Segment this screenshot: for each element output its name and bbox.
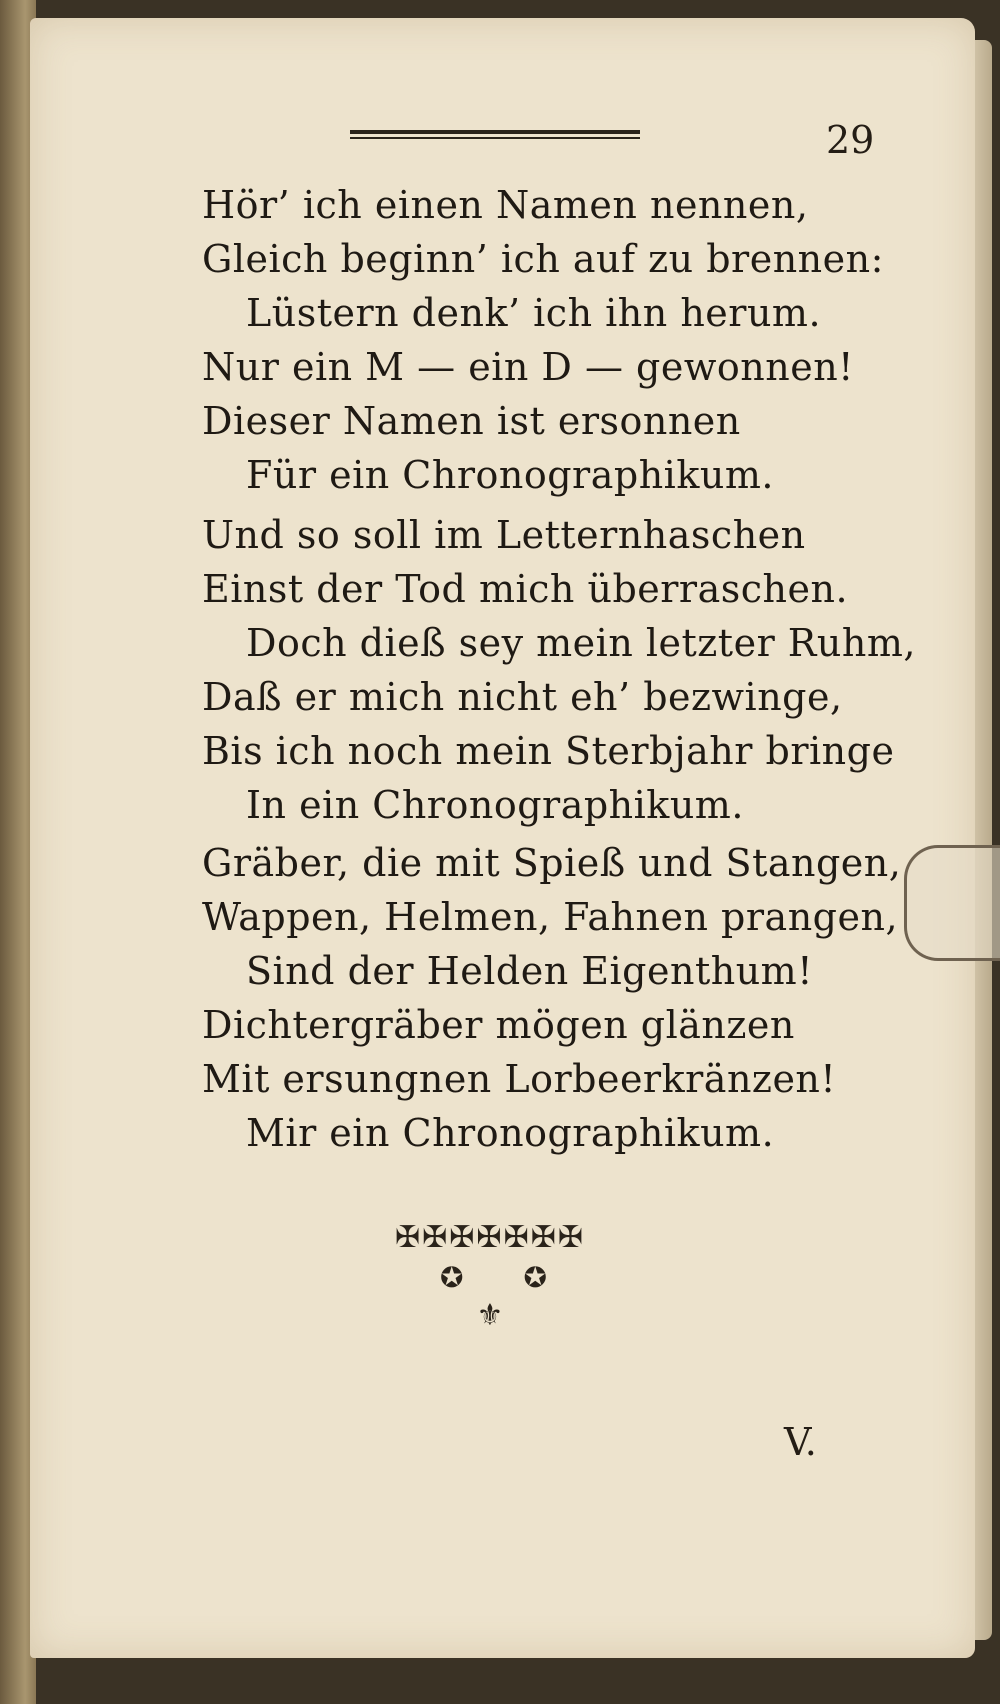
stanza-3 — [202, 836, 902, 1160]
catchword: V. — [784, 1420, 817, 1464]
verse-line: Wappen, Helmen, Fahnen prangen, — [202, 895, 899, 939]
verse-line: Mir ein Chronographikum. — [246, 1111, 775, 1155]
tailpiece-ornament — [380, 1220, 607, 1333]
stanza-2 — [202, 508, 916, 832]
stanza-1 — [202, 178, 884, 502]
verse-line: Daß er mich nicht eh’ bezwinge, — [202, 675, 843, 719]
verse-line: Mit ersungnen Lorbeerkränzen! — [202, 1057, 837, 1101]
verse-line: Lüstern denk’ ich ihn herum. — [246, 291, 822, 335]
verse-line: Und so soll im Letternhaschen — [202, 513, 806, 557]
ornament-circles-icon: ✪✪ — [440, 1261, 607, 1294]
verse-line: Bis ich noch mein Sterbjahr bringe — [202, 729, 895, 773]
verse-line: In ein Chronographikum. — [246, 783, 744, 827]
verse-line: Einst der Tod mich überraschen. — [202, 567, 849, 611]
page-clip — [904, 845, 1000, 961]
page-number: 29 — [826, 118, 875, 162]
verse-line: Nur ein M — ein D — gewonnen! — [202, 345, 854, 389]
header-rule — [350, 130, 640, 142]
ornament-row-icon: ✠✠✠✠✠✠✠ — [395, 1220, 585, 1255]
verse-line: Doch dieß sey mein letzter Ruhm, — [246, 621, 916, 665]
verse-line: Gleich beginn’ ich auf zu brennen: — [202, 237, 884, 281]
verse-line: Gräber, die mit Spieß und Stangen, — [202, 841, 902, 885]
verse-line: Hör’ ich einen Namen nennen, — [202, 183, 809, 227]
verse-line: Dichtergräber mögen glänzen — [202, 1003, 795, 1047]
verse-line: Für ein Chronographikum. — [246, 453, 774, 497]
verse-line: Sind der Helden Eigenthum! — [246, 949, 813, 993]
fleur-de-lis-icon: ⚜ — [476, 1298, 504, 1333]
verse-line: Dieser Namen ist ersonnen — [202, 399, 741, 443]
